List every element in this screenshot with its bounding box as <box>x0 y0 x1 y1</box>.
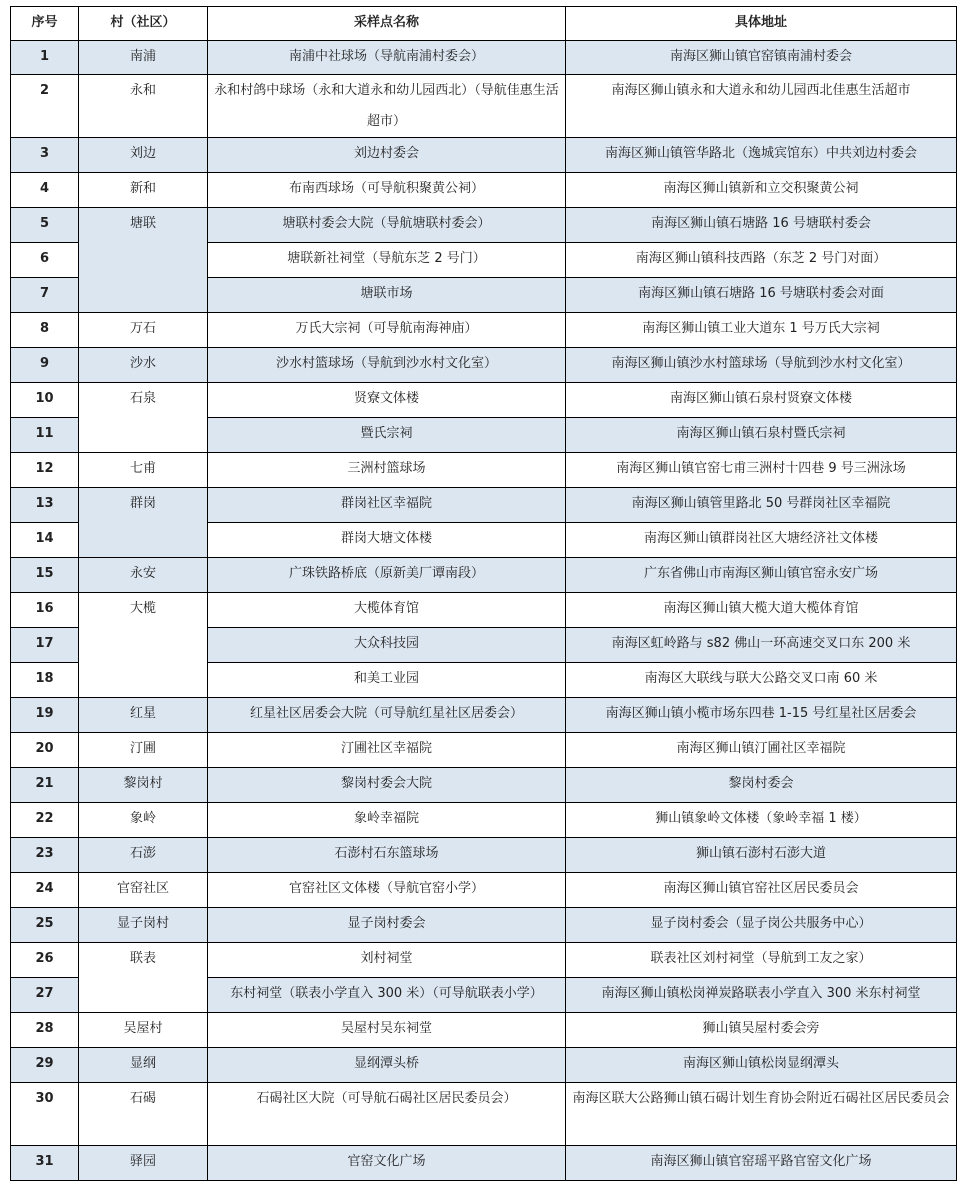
address-cell: 南海区狮山镇官窑社区居民委员会 <box>566 873 957 908</box>
header-village: 村（社区） <box>79 7 208 41</box>
row-number: 30 <box>11 1083 79 1146</box>
row-number: 13 <box>11 488 79 523</box>
table-row <box>11 1048 957 1083</box>
village-cell: 联表 <box>79 943 208 1013</box>
row-number: 25 <box>11 908 79 943</box>
row-number: 2 <box>11 75 79 138</box>
table-row <box>11 803 957 838</box>
village-cell: 万石 <box>79 313 208 348</box>
site-name-cell: 黎岗村委会大院 <box>208 768 566 803</box>
site-name-cell: 石碣社区大院（可导航石碣社区居民委员会） <box>208 1083 566 1146</box>
site-name-cell: 布南西球场（可导航积聚黄公祠） <box>208 173 566 208</box>
row-number: 14 <box>11 523 79 558</box>
row-number: 1 <box>11 41 79 75</box>
village-cell: 大榄 <box>79 593 208 698</box>
row-number: 12 <box>11 453 79 488</box>
table-row <box>11 943 957 978</box>
row-number: 3 <box>11 138 79 173</box>
table-row <box>11 908 957 943</box>
village-cell: 石泉 <box>79 383 208 453</box>
address-cell: 广东省佛山市南海区狮山镇官窑永安广场 <box>566 558 957 593</box>
address-cell: 狮山镇吴屋村委会旁 <box>566 1013 957 1048</box>
village-cell: 群岗 <box>79 488 208 558</box>
village-cell: 沙水 <box>79 348 208 383</box>
site-name-cell: 三洲村篮球场 <box>208 453 566 488</box>
site-name-cell: 显子岗村委会 <box>208 908 566 943</box>
site-name-cell: 塘联村委会大院（导航塘联村委会） <box>208 208 566 243</box>
table-row <box>11 138 957 173</box>
site-name-cell: 广珠铁路桥底（原新美厂谭南段） <box>208 558 566 593</box>
village-cell: 石碣 <box>79 1083 208 1146</box>
sampling-sites-table <box>10 6 957 1181</box>
row-number: 19 <box>11 698 79 733</box>
site-name-cell: 大榄体育馆 <box>208 593 566 628</box>
table-row <box>11 698 957 733</box>
site-name-cell: 永和村鸽中球场（永和大道永和幼儿园西北）（导航佳惠生活超市） <box>208 75 566 138</box>
village-cell: 汀圃 <box>79 733 208 768</box>
table-row <box>11 1083 957 1146</box>
village-cell: 吴屋村 <box>79 1013 208 1048</box>
address-cell: 显子岗村委会（显子岗公共服务中心） <box>566 908 957 943</box>
address-cell: 南海区狮山镇永和大道永和幼儿园西北佳惠生活超市 <box>566 75 957 138</box>
village-cell: 显纲 <box>79 1048 208 1083</box>
row-number: 10 <box>11 383 79 418</box>
header-no: 序号 <box>11 7 79 41</box>
site-name-cell: 南浦中社球场（导航南浦村委会） <box>208 41 566 75</box>
address-cell: 南海区大联线与联大公路交叉口南 60 米 <box>566 663 957 698</box>
site-name-cell: 东村祠堂（联表小学直入 300 米）（可导航联表小学） <box>208 978 566 1013</box>
site-name-cell: 万氏大宗祠（可导航南海神庙） <box>208 313 566 348</box>
address-cell: 南海区狮山镇工业大道东 1 号万氏大宗祠 <box>566 313 957 348</box>
row-number: 23 <box>11 838 79 873</box>
site-name-cell: 石澎村石东篮球场 <box>208 838 566 873</box>
row-number: 22 <box>11 803 79 838</box>
address-cell: 南海区狮山镇松岗显纲潭头 <box>566 1048 957 1083</box>
row-number: 29 <box>11 1048 79 1083</box>
address-cell: 南海区狮山镇科技西路（东芝 2 号门对面） <box>566 243 957 278</box>
address-cell: 南海区狮山镇群岗社区大塘经济社文体楼 <box>566 523 957 558</box>
address-cell: 南海区狮山镇石塘路 16 号塘联村委会 <box>566 208 957 243</box>
address-cell: 南海区狮山镇管里路北 50 号群岗社区幸福院 <box>566 488 957 523</box>
header-address: 具体地址 <box>566 7 957 41</box>
village-cell: 红星 <box>79 698 208 733</box>
address-cell: 狮山镇象岭文体楼（象岭幸福 1 楼） <box>566 803 957 838</box>
address-cell: 南海区狮山镇新和立交积聚黄公祠 <box>566 173 957 208</box>
address-cell: 联表社区刘村祠堂（导航到工友之家） <box>566 943 957 978</box>
table-row <box>11 1146 957 1181</box>
site-name-cell: 象岭幸福院 <box>208 803 566 838</box>
row-number: 20 <box>11 733 79 768</box>
address-cell: 南海区狮山镇石泉村贤寮文体楼 <box>566 383 957 418</box>
village-cell: 黎岗村 <box>79 768 208 803</box>
row-number: 31 <box>11 1146 79 1181</box>
table-row <box>11 1013 957 1048</box>
address-cell: 南海区狮山镇官窑七甫三洲村十四巷 9 号三洲泳场 <box>566 453 957 488</box>
table-row <box>11 838 957 873</box>
address-cell: 南海区狮山镇小榄市场东四巷 1-15 号红星社区居委会 <box>566 698 957 733</box>
row-number: 8 <box>11 313 79 348</box>
village-cell: 驿园 <box>79 1146 208 1181</box>
row-number: 7 <box>11 278 79 313</box>
row-number: 16 <box>11 593 79 628</box>
site-name-cell: 官窑文化广场 <box>208 1146 566 1181</box>
row-number: 17 <box>11 628 79 663</box>
row-number: 15 <box>11 558 79 593</box>
table-header-row <box>11 7 957 41</box>
site-name-cell: 刘边村委会 <box>208 138 566 173</box>
site-name-cell: 塘联市场 <box>208 278 566 313</box>
village-cell: 新和 <box>79 173 208 208</box>
address-cell: 狮山镇石澎村石澎大道 <box>566 838 957 873</box>
village-cell: 永安 <box>79 558 208 593</box>
table-row <box>11 873 957 908</box>
site-name-cell: 显纲潭头桥 <box>208 1048 566 1083</box>
row-number: 28 <box>11 1013 79 1048</box>
site-name-cell: 官窑社区文体楼（导航官窑小学） <box>208 873 566 908</box>
site-name-cell: 红星社区居委会大院（可导航红星社区居委会） <box>208 698 566 733</box>
table-row <box>11 173 957 208</box>
village-cell: 七甫 <box>79 453 208 488</box>
row-number: 26 <box>11 943 79 978</box>
row-number: 21 <box>11 768 79 803</box>
address-cell: 南海区狮山镇汀圃社区幸福院 <box>566 733 957 768</box>
address-cell: 南海区狮山镇官窑镇南浦村委会 <box>566 41 957 75</box>
site-name-cell: 刘村祠堂 <box>208 943 566 978</box>
village-cell: 官窑社区 <box>79 873 208 908</box>
address-cell: 南海区狮山镇官窑瑶平路官窑文化广场 <box>566 1146 957 1181</box>
sampling-sites-table-wrapper <box>10 6 957 1181</box>
site-name-cell: 群岗社区幸福院 <box>208 488 566 523</box>
site-name-cell: 沙水村篮球场（导航到沙水村文化室） <box>208 348 566 383</box>
address-cell: 南海区狮山镇松岗禅炭路联表小学直入 300 米东村祠堂 <box>566 978 957 1013</box>
row-number: 6 <box>11 243 79 278</box>
table-row <box>11 453 957 488</box>
site-name-cell: 汀圃社区幸福院 <box>208 733 566 768</box>
site-name-cell: 和美工业园 <box>208 663 566 698</box>
address-cell: 黎岗村委会 <box>566 768 957 803</box>
table-row <box>11 41 957 75</box>
site-name-cell: 大众科技园 <box>208 628 566 663</box>
table-row <box>11 383 957 418</box>
address-cell: 南海区虹岭路与 s82 佛山一环高速交叉口东 200 米 <box>566 628 957 663</box>
row-number: 4 <box>11 173 79 208</box>
address-cell: 南海区狮山镇大榄大道大榄体育馆 <box>566 593 957 628</box>
table-row <box>11 733 957 768</box>
address-cell: 南海区狮山镇石塘路 16 号塘联村委会对面 <box>566 278 957 313</box>
address-cell: 南海区狮山镇石泉村暨氏宗祠 <box>566 418 957 453</box>
row-number: 11 <box>11 418 79 453</box>
row-number: 9 <box>11 348 79 383</box>
site-name-cell: 塘联新社祠堂（导航东芝 2 号门） <box>208 243 566 278</box>
row-number: 24 <box>11 873 79 908</box>
table-row <box>11 768 957 803</box>
table-row <box>11 313 957 348</box>
table-row <box>11 75 957 138</box>
village-cell: 显子岗村 <box>79 908 208 943</box>
village-cell: 永和 <box>79 75 208 138</box>
site-name-cell: 贤寮文体楼 <box>208 383 566 418</box>
table-row <box>11 208 957 243</box>
header-site: 采样点名称 <box>208 7 566 41</box>
village-cell: 南浦 <box>79 41 208 75</box>
table-row <box>11 593 957 628</box>
address-cell: 南海区狮山镇管华路北（逸城宾馆东）中共刘边村委会 <box>566 138 957 173</box>
row-number: 18 <box>11 663 79 698</box>
village-cell: 象岭 <box>79 803 208 838</box>
address-cell: 南海区狮山镇沙水村篮球场（导航到沙水村文化室） <box>566 348 957 383</box>
site-name-cell: 群岗大塘文体楼 <box>208 523 566 558</box>
village-cell: 石澎 <box>79 838 208 873</box>
table-row <box>11 488 957 523</box>
village-cell: 塘联 <box>79 208 208 313</box>
address-cell: 南海区联大公路狮山镇石碣计划生育协会附近石碣社区居民委员会 <box>566 1083 957 1146</box>
site-name-cell: 暨氏宗祠 <box>208 418 566 453</box>
table-row <box>11 348 957 383</box>
row-number: 5 <box>11 208 79 243</box>
site-name-cell: 吴屋村吴东祠堂 <box>208 1013 566 1048</box>
row-number: 27 <box>11 978 79 1013</box>
village-cell: 刘边 <box>79 138 208 173</box>
table-row <box>11 558 957 593</box>
